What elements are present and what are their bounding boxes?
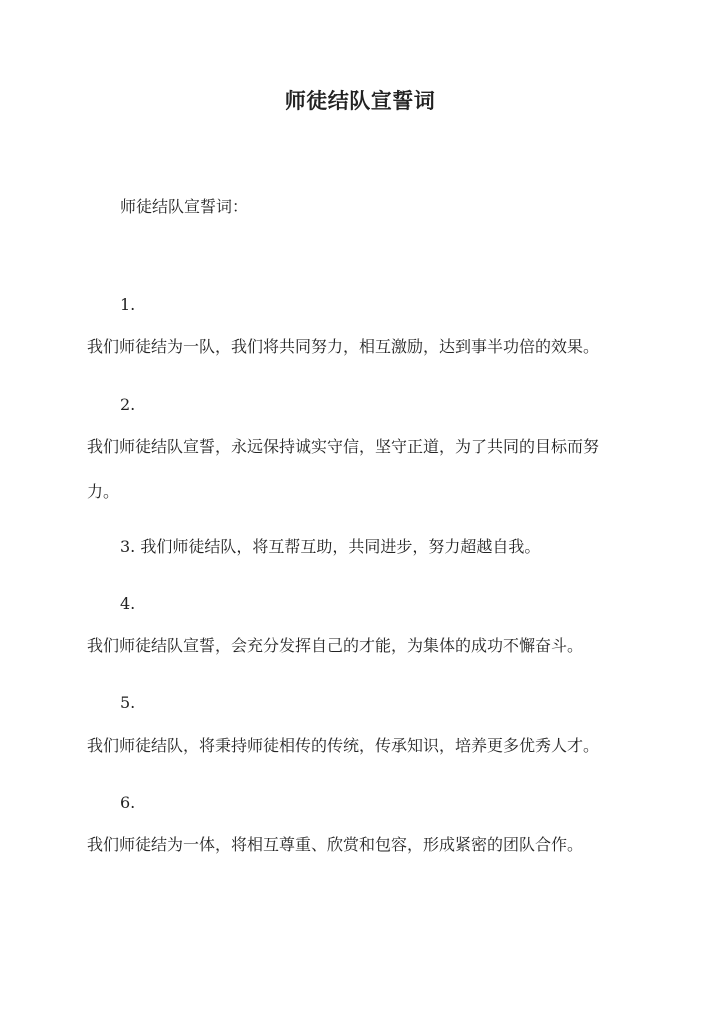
item-text-6: 我们师徒结为一体，将相互尊重、欣赏和包容，形成紧密的团队合作。 bbox=[87, 835, 584, 854]
item-text-3: 3. 我们师徒结队，将互帮互助，共同进步，努力超越自我。 bbox=[120, 537, 541, 556]
item-number-5: 5. bbox=[120, 693, 136, 712]
item-number-2: 2. bbox=[120, 395, 136, 414]
document-title: 师徒结队宣誓词 bbox=[284, 88, 436, 113]
item-text-1: 我们师徒结为一队，我们将共同努力，相互激励，达到事半功倍的效果。 bbox=[87, 337, 600, 356]
item-text-2-line-1: 我们师徒结队宣誓，永远保持诚实守信，坚守正道，为了共同的目标而努 bbox=[87, 437, 600, 456]
item-text-5: 我们师徒结队，将秉持师徒相传的传统，传承知识，培养更多优秀人才。 bbox=[87, 736, 600, 755]
item-text-4: 我们师徒结队宣誓，会充分发挥自己的才能，为集体的成功不懈奋斗。 bbox=[87, 636, 584, 655]
item-number-1: 1. bbox=[120, 295, 136, 314]
intro-text: 师徒结队宣誓词： bbox=[120, 197, 249, 216]
item-number-4: 4. bbox=[120, 594, 136, 613]
item-text-2-line-2: 力。 bbox=[87, 482, 120, 501]
item-number-6: 6. bbox=[120, 793, 136, 812]
